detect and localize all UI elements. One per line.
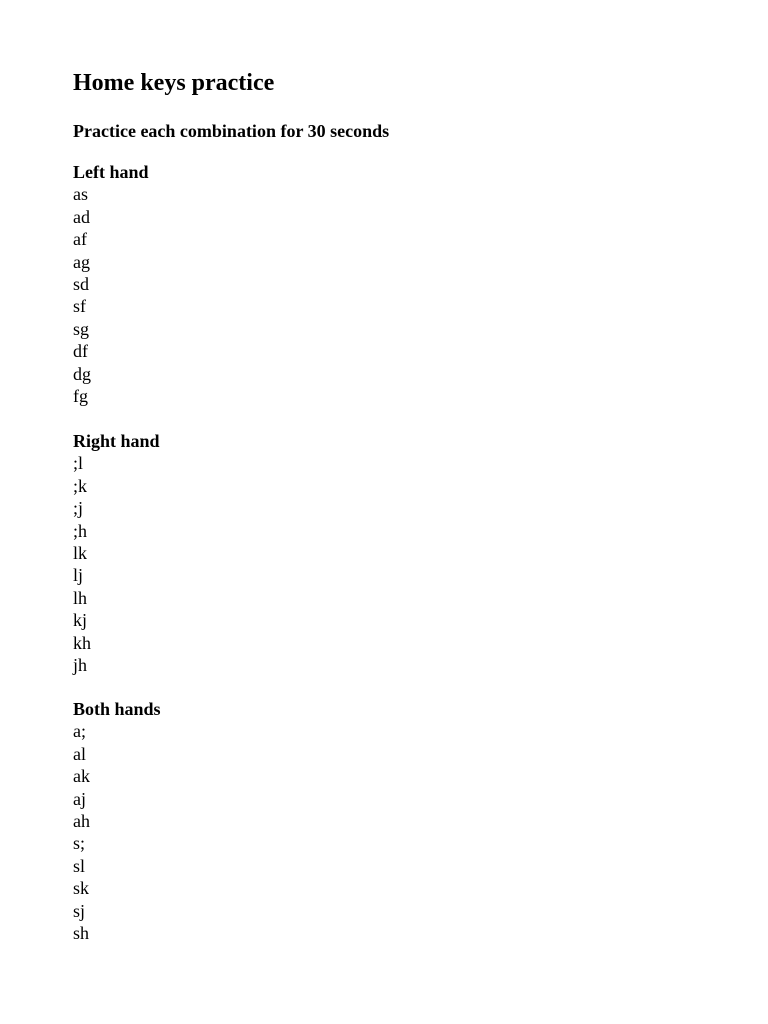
list-item: lj <box>73 565 84 586</box>
list-item: sf <box>73 296 86 317</box>
list-item: df <box>73 341 88 362</box>
page-subtitle: Practice each combination for 30 seconds <box>73 121 390 141</box>
list-item: ;j <box>73 498 84 519</box>
section-left-hand <box>73 161 149 407</box>
list-item: sj <box>73 900 86 921</box>
list-item: kh <box>73 632 91 653</box>
list-item: lk <box>73 542 88 563</box>
list-item: ag <box>73 251 90 272</box>
list-item: aj <box>73 788 86 809</box>
list-item: kj <box>73 610 88 631</box>
list-item: jh <box>73 654 88 675</box>
list-item: sg <box>73 318 90 339</box>
list-item: ;h <box>73 520 88 541</box>
section-heading: Right hand <box>73 431 160 451</box>
list-item: sh <box>73 922 90 943</box>
list-item: ad <box>73 206 90 227</box>
list-item: sd <box>73 273 90 294</box>
list-item: af <box>73 229 87 250</box>
list-item: dg <box>73 363 91 384</box>
list-item: ah <box>73 810 90 831</box>
list-item: ;k <box>73 475 88 496</box>
list-item: al <box>73 743 86 764</box>
list-item: s; <box>73 833 86 854</box>
section-both-hands <box>73 698 161 944</box>
section-heading: Both hands <box>73 699 161 719</box>
list-item: lh <box>73 587 88 608</box>
list-item: sl <box>73 855 86 876</box>
list-item: fg <box>73 385 88 406</box>
page-title: Home keys practice <box>73 70 275 96</box>
list-item: as <box>73 184 88 205</box>
section-heading: Left hand <box>73 162 149 182</box>
section-right-hand <box>73 430 160 676</box>
list-item: ak <box>73 766 90 787</box>
list-item: ;l <box>73 453 84 474</box>
list-item: sk <box>73 878 90 899</box>
list-item: a; <box>73 721 86 742</box>
